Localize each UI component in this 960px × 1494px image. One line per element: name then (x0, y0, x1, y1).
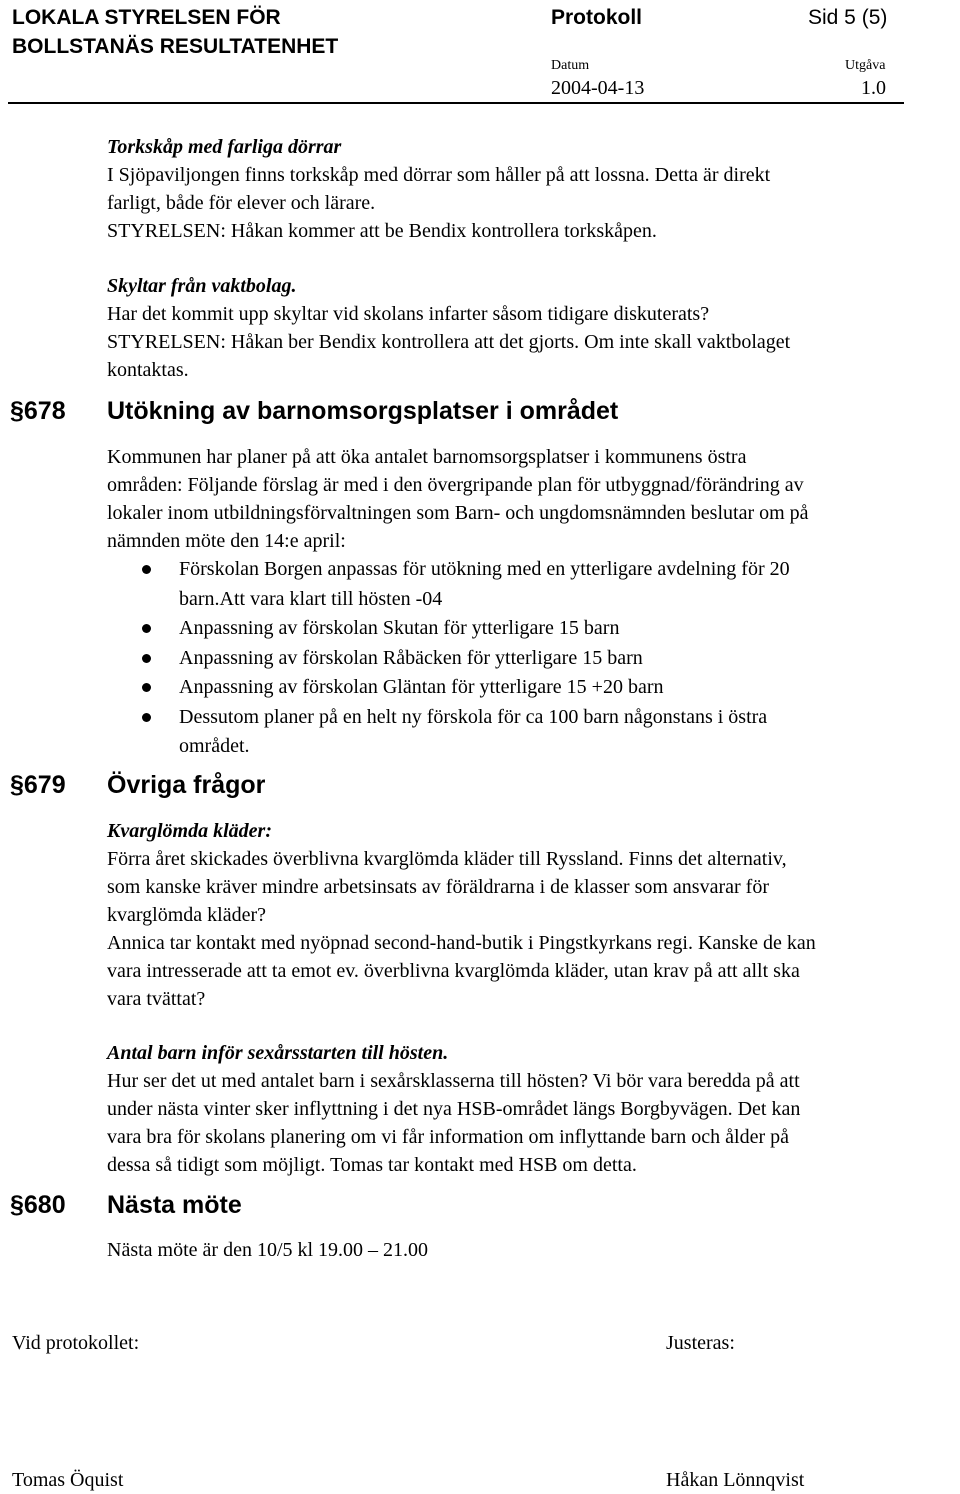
list-item-text: Förskolan Borgen anpassas för utökning med en ytterligare avdelning för 20 (179, 558, 790, 580)
antal-barn-line: dessa så tidigt som möjligt. Tomas tar kontakt med HSB om detta. (107, 1154, 637, 1176)
kvarglomda-line: vara intresserade att ta emot ev. överblivna kvarglömda kläder, utan krav på att allt ska (107, 960, 800, 982)
org-line-1: LOKALA STYRELSEN FÖR (12, 6, 281, 29)
proposal-list (107, 555, 960, 762)
bullet-icon (142, 624, 151, 633)
section-679-heading (10, 770, 265, 800)
list-item (107, 555, 960, 614)
intro-line: lokaler inom utbildningsförvaltningen som Barn- och ungdomsnämnden beslutar om på (107, 502, 809, 524)
bullet-icon (142, 565, 151, 574)
torkskap-line: STYRELSEN: Håkan kommer att be Bendix kontrollera torkskåpen. (107, 220, 657, 242)
document-version: 1.0 (861, 77, 886, 99)
protokoll-label: Vid protokollet: (12, 1332, 140, 1354)
date-label: Datum (551, 58, 590, 73)
document-date: 2004-04-13 (551, 77, 645, 99)
justeras-label: Justeras: (666, 1332, 735, 1354)
list-item (107, 644, 960, 674)
header-divider (8, 102, 904, 104)
section-678-intro (107, 443, 960, 555)
kvarglomda-line: Annica tar kontakt med nyöpnad second-hand-butik i Pingstkyrkans regi. Kanske de kan (107, 932, 816, 954)
list-item-text: Anpassning av förskolan Gläntan för ytterligare 15 +20 barn (179, 676, 664, 698)
kvarglomda-heading: Kvarglömda kläder: (107, 820, 272, 842)
list-item-text: Dessutom planer på en helt ny förskola för ca 100 barn någonstans i östra (179, 705, 768, 728)
list-item-text: Anpassning av förskolan Skutan för ytterligare 15 barn (179, 617, 620, 639)
section-678-heading (10, 396, 618, 426)
section-number: §680 (10, 1191, 66, 1219)
list-item (107, 614, 960, 644)
intro-line: Kommunen har planer på att öka antalet barnomsorgsplatser i kommunens östra (107, 446, 747, 468)
version-label: Utgåva (845, 58, 886, 73)
signatory-right: Håkan Lönnqvist (666, 1469, 805, 1491)
section-title: Utökning av barnomsorgsplatser i området (107, 397, 619, 425)
section-number: §678 (10, 397, 66, 425)
section-680-heading (10, 1190, 242, 1220)
page-number: Sid 5 (5) (808, 6, 888, 29)
antal-barn-line: Hur ser det ut med antalet barn i sexårsklasserna till hösten? Vi bör vara beredda på att (107, 1070, 800, 1092)
torkskap-line: I Sjöpaviljongen finns torkskåp med dörrar som håller på att lossna. Detta är direkt (107, 164, 771, 186)
skyltar-line: Har det kommit upp skyltar vid skolans infarter såsom tidigare diskuterats? (107, 303, 710, 325)
next-meeting-text (107, 1236, 960, 1264)
skyltar-line: kontaktas. (107, 359, 189, 381)
list-item (107, 703, 960, 762)
document-title: Protokoll (551, 6, 643, 29)
kvarglomda-line: som kanske kräver mindre arbetsinsats av föräldrarna i de klasser som ansvarar för (107, 876, 769, 898)
kvarglomda-line: Förra året skickades överblivna kvarglömda kläder till Ryssland. Finns det alternativ, (107, 848, 787, 870)
section-title: Övriga frågor (107, 771, 266, 799)
list-item-text: området. (179, 735, 250, 757)
signatory-left: Tomas Öquist (12, 1469, 124, 1491)
bullet-icon (142, 683, 151, 692)
antal-barn-line: under nästa vinter sker inflyttning i det nya HSB-området längs Borgbyvägen. Det kan (107, 1098, 801, 1120)
organization-name (12, 3, 338, 61)
antal-barn-line: vara bra för skolans planering om vi får information om inflyttande barn och ålder på (107, 1126, 789, 1148)
skyltar-line: STYRELSEN: Håkan ber Bendix kontrollera att det gjorts. Om inte skall vaktbolaget (107, 331, 791, 353)
torkskap-heading: Torkskåp med farliga dörrar (107, 136, 342, 158)
skyltar-heading: Skyltar från vaktbolag. (107, 275, 297, 297)
torkskap-line: farligt, både för elever och lärare. (107, 192, 376, 214)
section-number: §679 (10, 771, 66, 799)
list-item-text: barn.Att vara klart till hösten -04 (179, 587, 443, 610)
section-title: Nästa möte (107, 1191, 242, 1219)
kvarglomda-block (107, 817, 960, 1013)
next-meeting-line: Nästa möte är den 10/5 kl 19.00 – 21.00 (107, 1239, 429, 1261)
list-item (107, 673, 960, 703)
torkskap-block (107, 133, 960, 245)
bullet-icon (142, 654, 151, 663)
antal-barn-heading: Antal barn inför sexårsstarten till hösten. (107, 1042, 449, 1064)
intro-line: områden: Följande förslag är med i den övergripande plan för utbyggnad/förändring av (107, 474, 804, 496)
intro-line: nämnden möte den 14:e april: (107, 530, 346, 552)
list-item-text: Anpassning av förskolan Råbäcken för ytterligare 15 barn (179, 646, 643, 669)
bullet-icon (142, 713, 151, 722)
skyltar-block (107, 272, 960, 384)
kvarglomda-line: kvarglömda kläder? (107, 904, 267, 926)
antal-barn-block (107, 1039, 960, 1179)
org-line-2: BOLLSTANÄS RESULTATENHET (12, 35, 339, 58)
kvarglomda-line: vara tvättat? (107, 988, 206, 1010)
